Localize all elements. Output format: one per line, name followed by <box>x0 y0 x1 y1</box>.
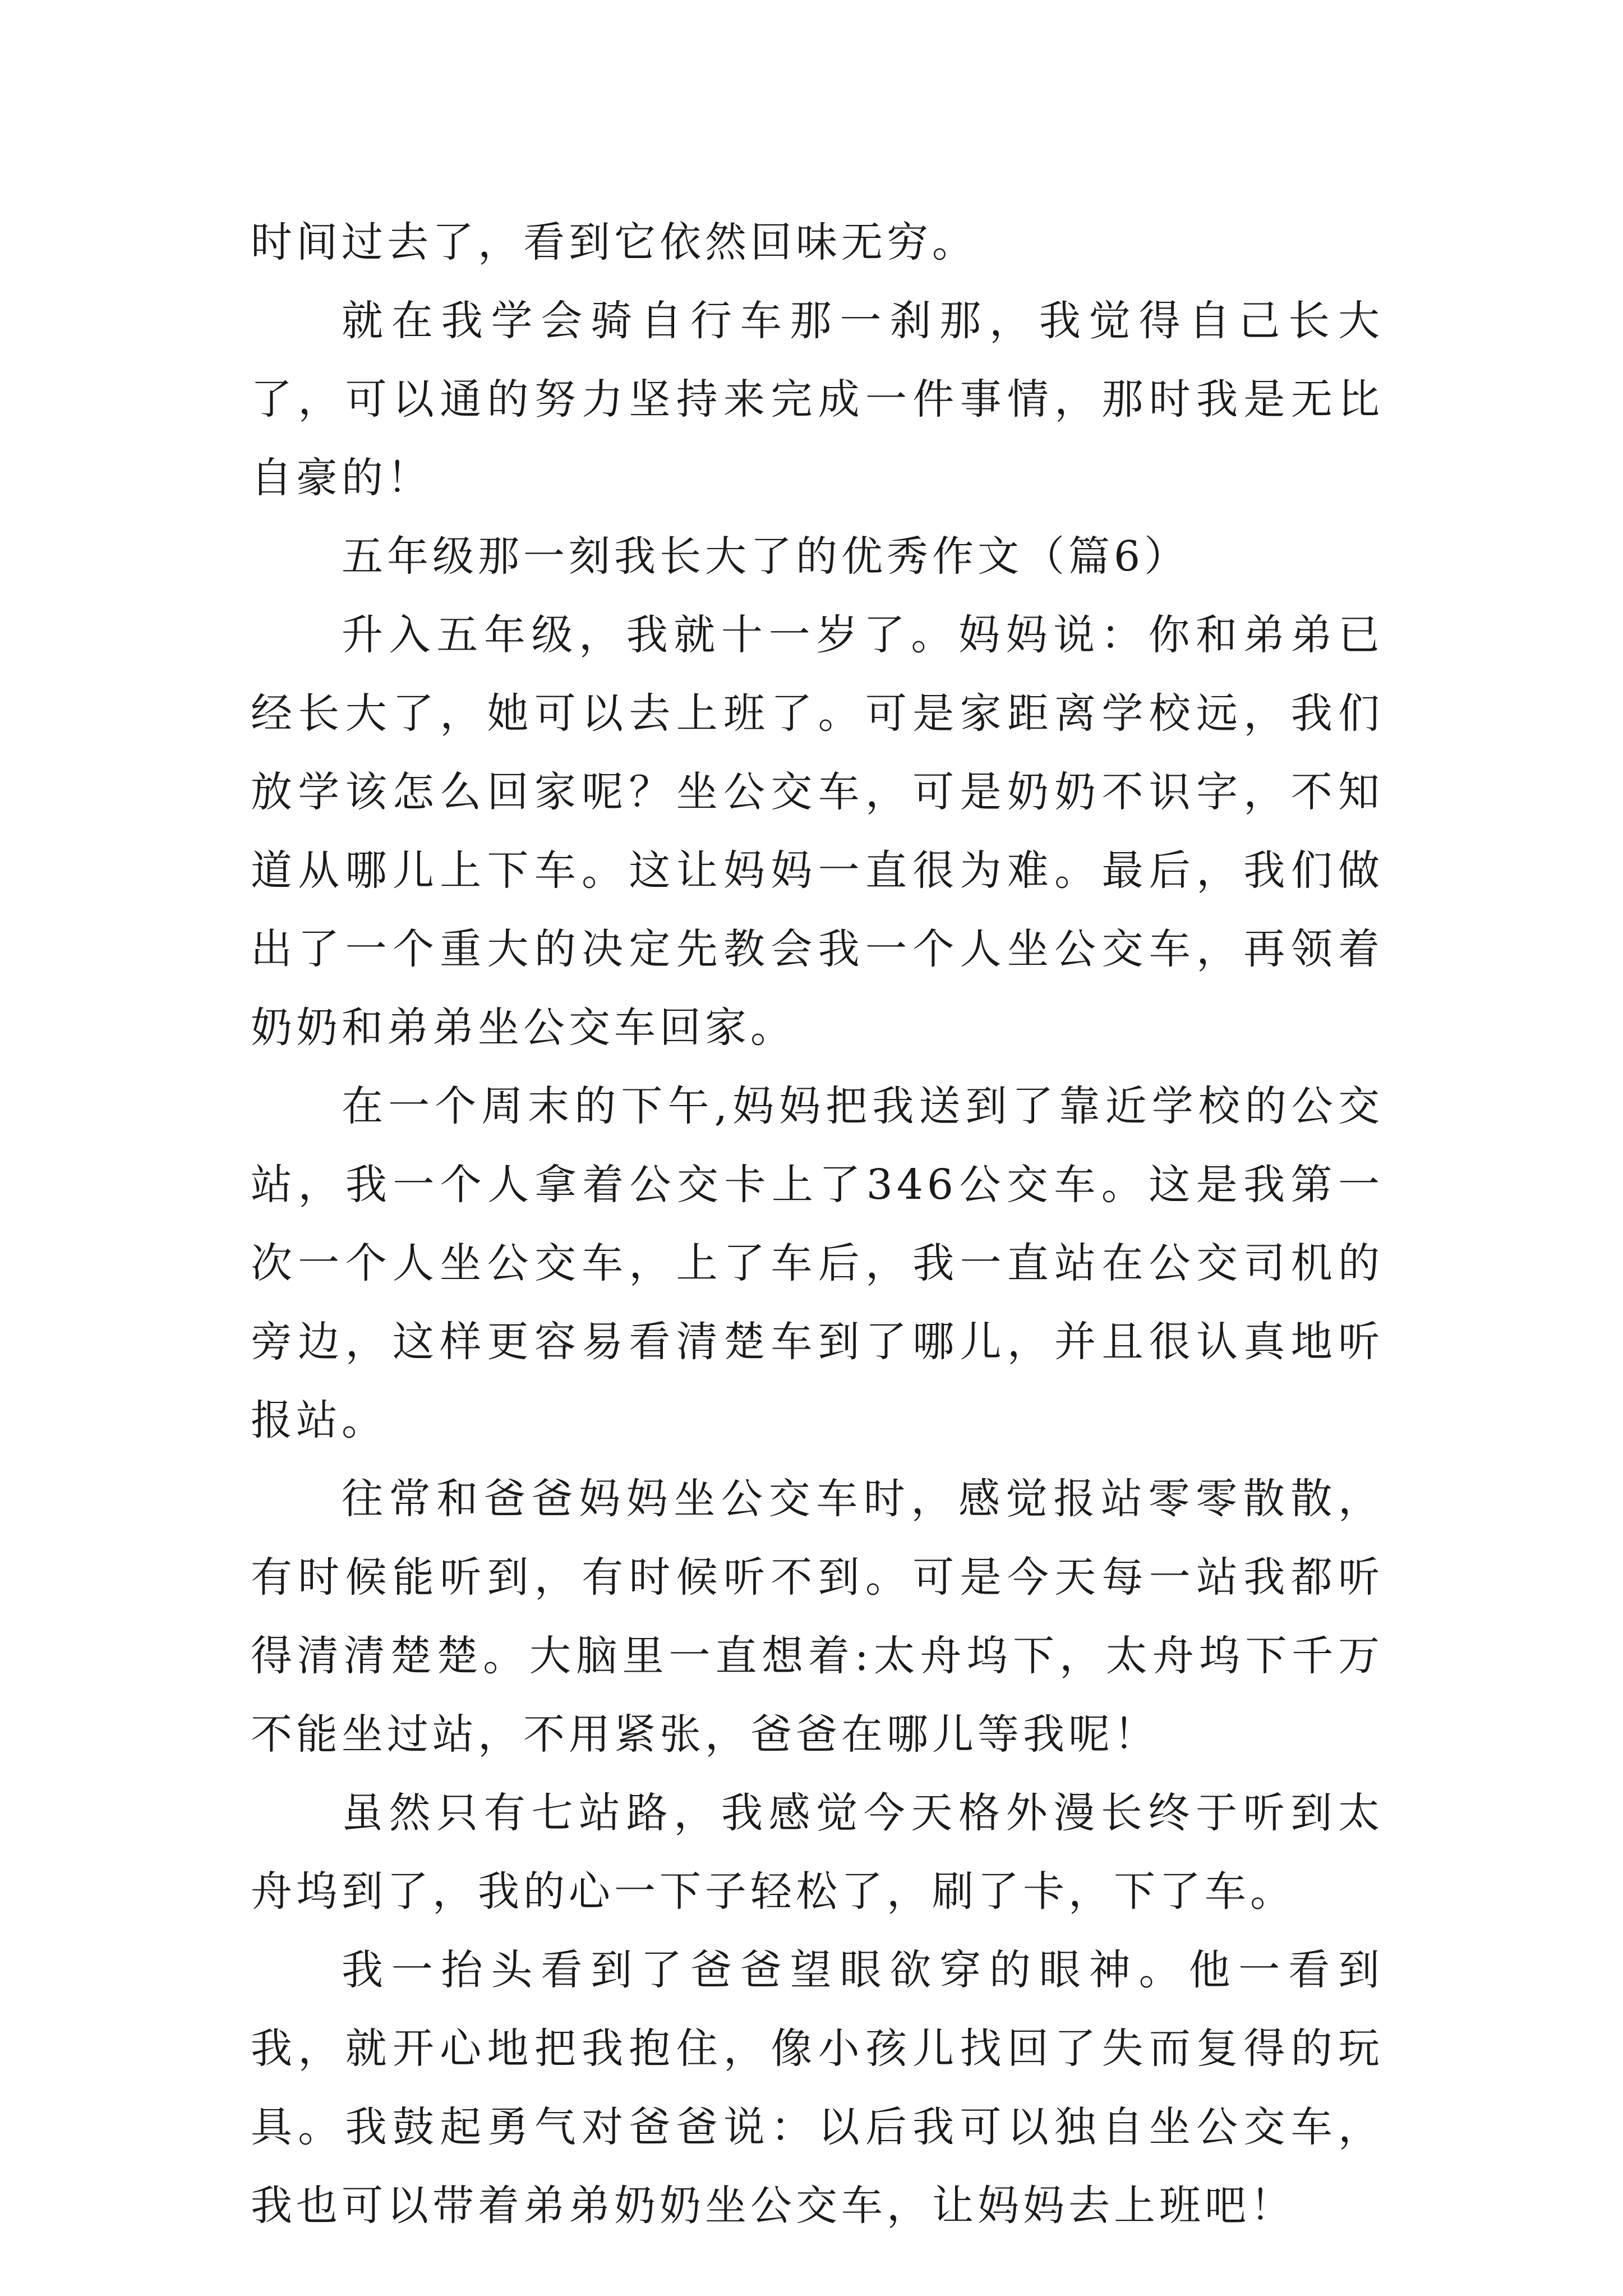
paragraph: 升入五年级，我就十一岁了。妈妈说：你和弟弟已经长大了，她可以去上班了。可是家距离学校远，我们放学该怎么回家呢？坐公交车，可是奶奶不识字，不知道从哪儿上下车。这让妈妈一直很为难。最后，我们做出了一个重大的决定先教会我一个人坐公交车，再领着奶奶和弟弟坐公交车回家。 <box>251 611 1384 1052</box>
paragraph: 虽然只有七站路，我感觉今天格外漫长终于听到太舟坞到了，我的心一下子轻松了，刷了卡，下了车。 <box>251 1789 1384 1916</box>
paragraph: 就在我学会骑自行车那一刹那，我觉得自己长大了，可以通的努力坚持来完成一件事情，那时我是无比自豪的！ <box>251 297 1384 502</box>
paragraph: 时间过去了，看到它依然回味无穷。 <box>251 218 978 266</box>
paragraph: 在一个周末的下午,妈妈把我送到了靠近学校的公交站，我一个人拿着公交卡上了346公交车。这是我第一次一个人坐公交车，上了车后，我一直站在公交司机的旁边，这样更容易看清楚车到了哪儿，并且很认真地听报站。 <box>251 1082 1384 1444</box>
paragraph: 我一抬头看到了爸爸望眼欲穿的眼神。他一看到我，就开心地把我抱住，像小孩儿找回了失而复得的玩具。我鼓起勇气对爸爸说：以后我可以独自坐公交车，我也可以带着弟弟奶奶坐公交车，让妈妈去上班吧！ <box>251 1946 1384 2230</box>
paragraph: 往常和爸爸妈妈坐公交车时，感觉报站零零散散，有时候能听到，有时候听不到。可是今天每一站我都听得清清楚楚。大脑里一直想着:太舟坞下，太舟坞下千万不能坐过站，不用紧张，爸爸在哪儿等我呢！ <box>251 1475 1384 1759</box>
document-body <box>251 203 1384 2245</box>
section-heading: 五年级那一刻我长大了的优秀作文（篇6） <box>342 532 1190 581</box>
